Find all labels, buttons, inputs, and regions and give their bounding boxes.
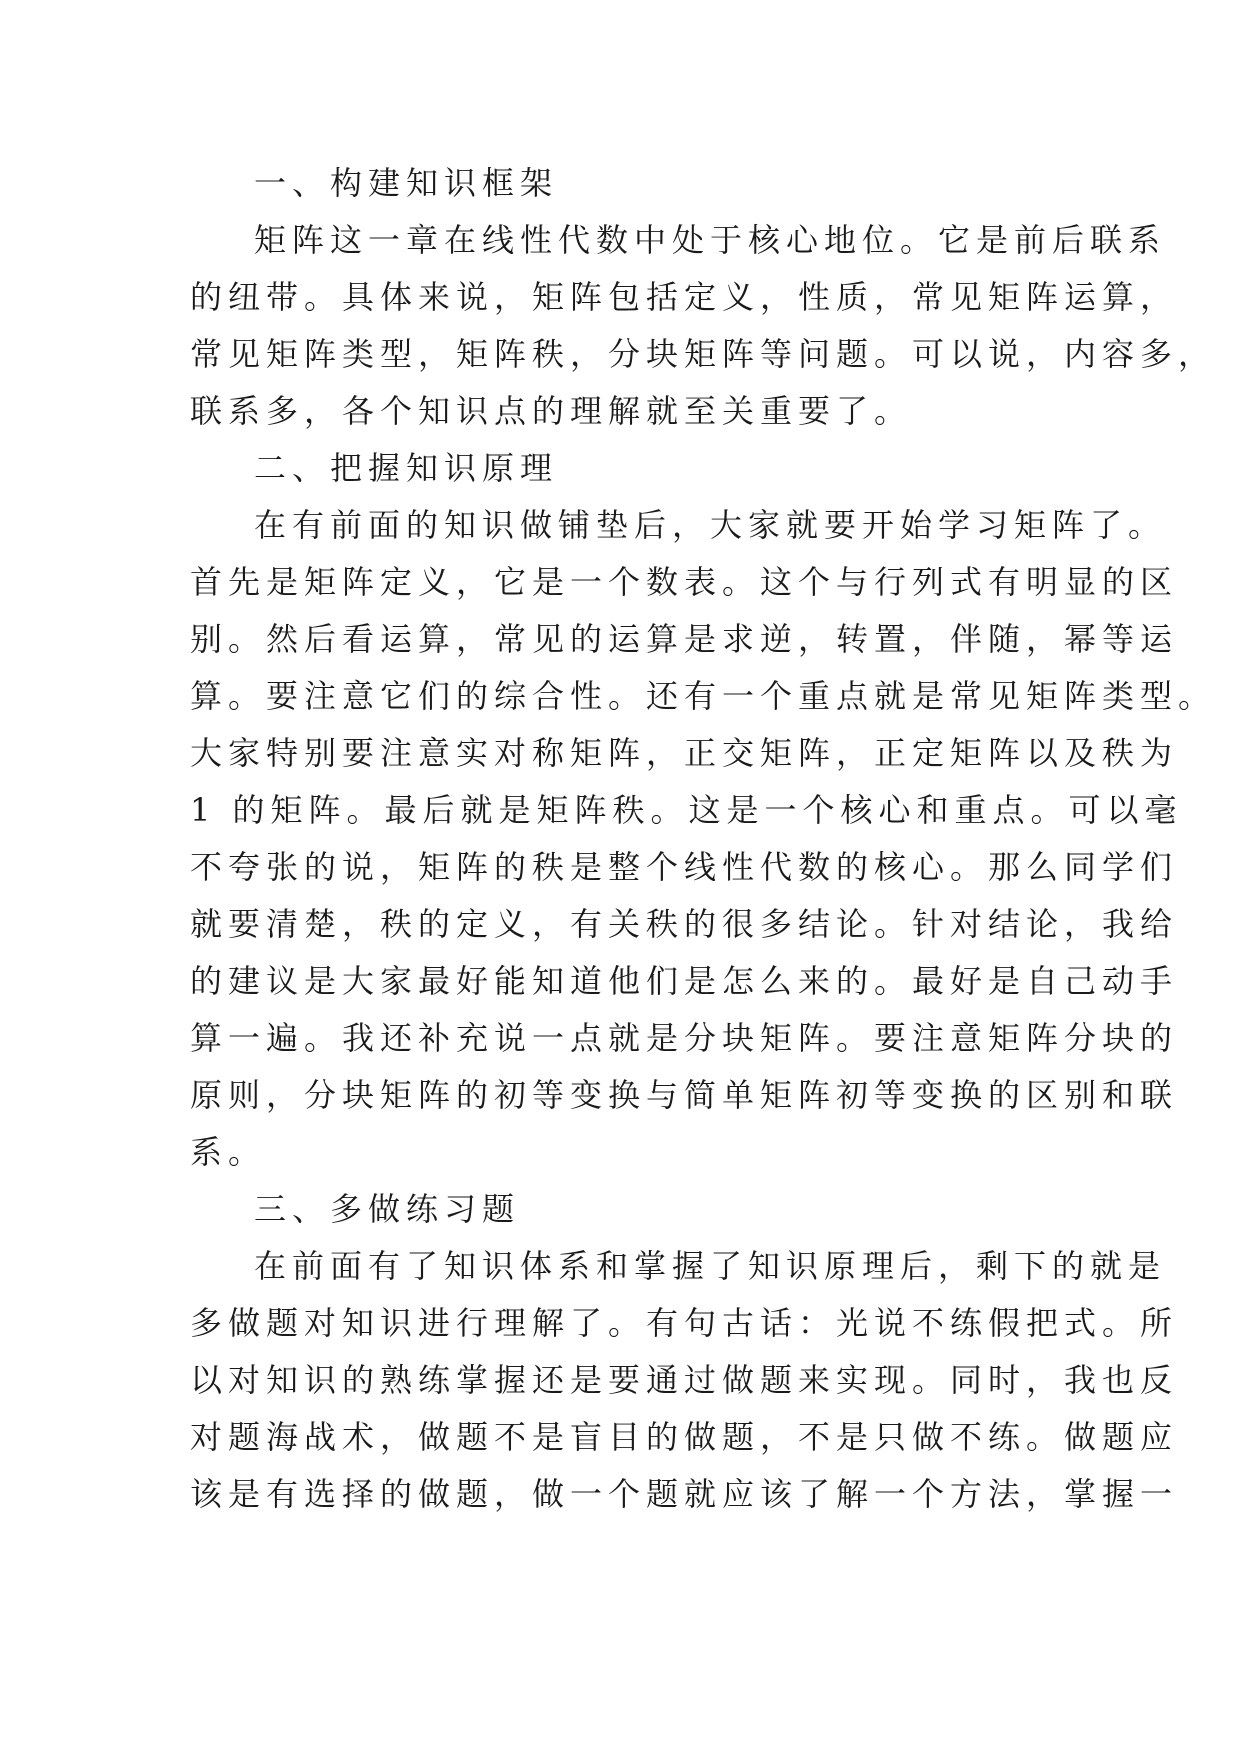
paragraph-line: 对题海战术，做题不是盲目的做题，不是只做不练。做题应 — [190, 1418, 1179, 1456]
heading-two: 二、把握知识原理 — [254, 449, 559, 487]
paragraph-line: 多做题对知识进行理解了。有句古话：光说不练假把式。所 — [190, 1304, 1179, 1342]
paragraph-line: 该是有选择的做题，做一个题就应该了解一个方法，掌握一 — [190, 1475, 1179, 1513]
paragraph-line: 别。然后看运算，常见的运算是求逆，转置，伴随，幂等运 — [190, 620, 1179, 658]
paragraph-line: 的建议是大家最好能知道他们是怎么来的。最好是自己动手 — [190, 962, 1179, 1000]
paragraph-line: 不夸张的说，矩阵的秩是整个线性代数的核心。那么同学们 — [190, 848, 1179, 886]
paragraph-line: 原则，分块矩阵的初等变换与简单矩阵初等变换的区别和联 — [190, 1076, 1179, 1114]
paragraph-line: 以对知识的熟练掌握还是要通过做题来实现。同时，我也反 — [190, 1361, 1179, 1399]
paragraph-line: 矩阵这一章在线性代数中处于核心地位。它是前后联系 — [254, 221, 1167, 259]
heading-one: 一、构建知识框架 — [254, 164, 559, 202]
paragraph-line: 在有前面的知识做铺垫后，大家就要开始学习矩阵了。 — [254, 506, 1167, 544]
paragraph-line: 系。 — [190, 1133, 267, 1171]
paragraph-line: 算一遍。我还补充说一点就是分块矩阵。要注意矩阵分块的 — [190, 1019, 1179, 1057]
paragraph-line: 大家特别要注意实对称矩阵，正交矩阵，正定矩阵以及秩为 — [190, 734, 1179, 772]
paragraph-line: 联系多，各个知识点的理解就至关重要了。 — [190, 392, 913, 430]
paragraph-line: 首先是矩阵定义，它是一个数表。这个与行列式有明显的区 — [190, 563, 1179, 601]
paragraph-line: 的纽带。具体来说，矩阵包括定义，性质，常见矩阵运算， — [190, 278, 1179, 316]
paragraph-line: 1 的矩阵。最后就是矩阵秩。这是一个核心和重点。可以毫 — [190, 791, 1183, 829]
paragraph-line: 算。要注意它们的综合性。还有一个重点就是常见矩阵类型。 — [190, 677, 1217, 715]
paragraph-line: 常见矩阵类型，矩阵秩，分块矩阵等问题。可以说，内容多， — [190, 335, 1217, 373]
paragraph-line: 就要清楚，秩的定义，有关秩的很多结论。针对结论，我给 — [190, 905, 1179, 943]
heading-three: 三、多做练习题 — [254, 1190, 521, 1228]
paragraph-line: 在前面有了知识体系和掌握了知识原理后，剩下的就是 — [254, 1247, 1167, 1285]
document-page — [190, 155, 1217, 1523]
